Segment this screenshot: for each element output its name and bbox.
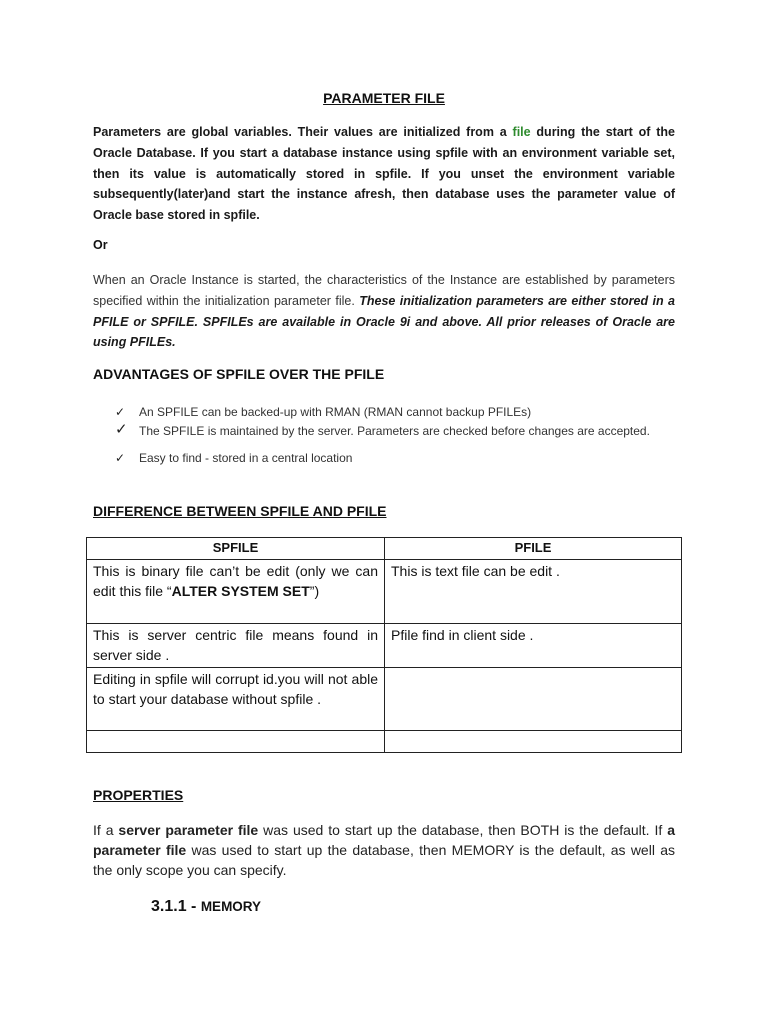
checkmark-icon: ✓ <box>115 405 126 419</box>
spfile-cell <box>87 730 385 752</box>
section-heading <box>151 898 261 916</box>
list-item-text: The SPFILE is maintained by the server. Parameters are checked before changes are accepted. <box>139 424 650 438</box>
prop-bold: server parameter file <box>118 822 259 838</box>
checkmark-icon: ✓ <box>115 421 128 438</box>
spfile-cell: Editing in spfile will corrupt id.you will not able to start your database without spfile . <box>87 667 385 730</box>
prop-bold: a parameter file <box>93 822 675 858</box>
pfile-cell <box>385 667 682 730</box>
instance-emphasis: These initialization parameters are either stored in a PFILE or SPFILE. SPFILEs are available in Oracle 9i and above. All prior releases of Oracle are using PFILEs. <box>93 293 675 350</box>
table-row <box>87 730 682 752</box>
section-label: MEMORY <box>200 899 262 914</box>
instance-paragraph <box>93 270 675 353</box>
or-separator: Or <box>93 238 108 252</box>
file-link[interactable]: file <box>512 125 531 139</box>
checkmark-icon: ✓ <box>115 451 126 465</box>
prop-text: was used to start up the database, then MEMORY is the default, as well as the only scope you can specify. <box>93 842 675 878</box>
list-item <box>115 450 675 467</box>
properties-heading: PROPERTIES <box>93 787 184 803</box>
pfile-cell <box>385 730 682 752</box>
list-item-text: An SPFILE can be backed-up with RMAN (RMAN cannot backup PFILEs) <box>139 405 532 419</box>
prop-text: was used to start up the database, then BOTH is the default. If <box>258 822 668 838</box>
prop-text: If a <box>93 822 119 838</box>
list-item <box>115 404 675 421</box>
list-item <box>115 423 675 440</box>
spfile-cell: This is server centric file means found in server side . <box>87 623 385 667</box>
section-number: 3.1.1 - <box>151 898 201 915</box>
difference-table <box>86 537 682 753</box>
pfile-cell: This is text file can be edit . <box>385 559 682 623</box>
list-item-text: Easy to find - stored in a central location <box>139 451 353 465</box>
intro-text-end: during the start of the Oracle Database. If you start a database instance using spfile with an environment variable set, then its value is automatically stored in spfile. If you unset the environment variable subsequently(later)and start the instance afresh, then database uses the parameter value of Oracle base stored in spfile. <box>93 125 675 223</box>
spfile-cell <box>87 559 385 623</box>
intro-text-start: Parameters are global variables. Their values are initialized from a <box>93 125 513 139</box>
advantages-list <box>115 404 675 469</box>
page-title: PARAMETER FILE <box>323 90 445 106</box>
cell-bold-text: ALTER SYSTEM SET <box>171 583 310 599</box>
table-header-row <box>87 538 682 560</box>
table-row <box>87 623 682 667</box>
header-pfile: PFILE <box>385 538 682 560</box>
difference-heading: DIFFERENCE BETWEEN SPFILE AND PFILE <box>93 503 387 519</box>
pfile-cell: Pfile find in client side . <box>385 623 682 667</box>
cell-text: ”) <box>309 583 320 599</box>
properties-paragraph <box>93 820 675 880</box>
instance-text: When an Oracle Instance is started, the characteristics of the Instance are established by parameters specified within the initialization parameter file. <box>93 273 675 308</box>
table-row <box>87 667 682 730</box>
advantages-heading: ADVANTAGES OF SPFILE OVER THE PFILE <box>93 366 385 382</box>
header-spfile: SPFILE <box>87 538 385 560</box>
intro-paragraph <box>93 122 675 226</box>
cell-text: This is binary file can’t be edit (only we can edit this file “ <box>93 562 378 599</box>
table-row <box>87 559 682 623</box>
